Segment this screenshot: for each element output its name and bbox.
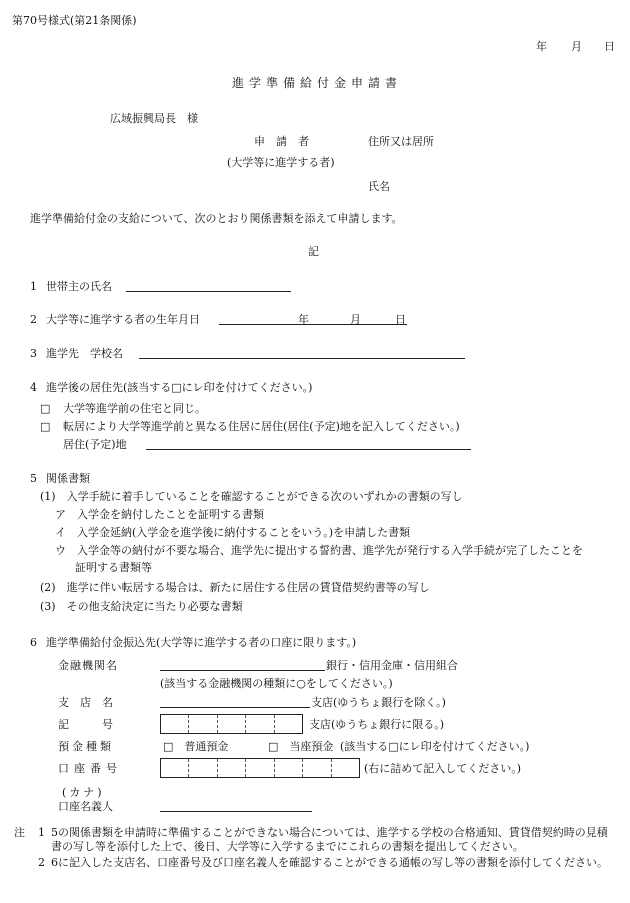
note2-number: 2: [38, 856, 45, 869]
item2-day: 日: [395, 313, 406, 326]
branch-label: 支 店 名: [58, 696, 113, 709]
item5-u-line1: ウ 入学金等の納付が不要な場合、進学先に提出する誓約書、進学先が発行する入学手続が完了したことを: [55, 544, 583, 557]
holder-input-line[interactable]: [160, 811, 312, 812]
item3-number: 3: [30, 347, 37, 360]
kana-label: (カナ): [62, 786, 105, 799]
item1-number: 1: [30, 280, 37, 293]
item4-checkbox-1[interactable]: □: [40, 402, 51, 415]
type-note: (該当する□にレ印を付けてください。): [340, 740, 530, 753]
item2-input-line[interactable]: [219, 324, 407, 325]
type-label: 預金種類: [58, 740, 114, 753]
item4-option-1: 大学等進学前の住宅と同じ。: [63, 402, 206, 415]
residence-label: 居住(予定)地: [63, 438, 127, 451]
item4-option-2: 転居により大学等進学前と異なる住居に居住(居住(予定)地を記入してください。): [63, 420, 460, 433]
address-label: 住所又は居所: [368, 135, 434, 148]
type-option-1[interactable]: □ 普通預金: [163, 740, 229, 753]
ki-label: 記: [308, 245, 319, 258]
holder-label: 口座名義人: [58, 800, 113, 813]
item4-label: 進学後の居住先(該当する□にレ印を付けてください。): [46, 381, 313, 394]
item5-label: 関係書類: [46, 472, 90, 485]
note1-text: 5の関係書類を申請時に準備することができない場合については、進学する学校の合格通知、賃貸借契約時の見積書の写し等を添付した上で、後日、大学等に入学するまでにこれらの書類を提出してください。: [51, 826, 608, 853]
item5-a: ア 入学金を納付したことを証明する書類: [55, 508, 264, 521]
date-year: 年: [536, 40, 547, 53]
applicant-note: (大学等に進学する者): [227, 156, 335, 169]
name-label: 氏名: [368, 180, 390, 193]
page-title: 進学準備給付金申請書: [232, 76, 403, 90]
item5-i: イ 入学金延納(入学金を進学後に納付することをいう。)を申請した書類: [55, 526, 411, 539]
symbol-boxes[interactable]: [160, 714, 303, 734]
item3-input-line[interactable]: [139, 358, 465, 359]
item5-sub2: (2) 進学に伴い転居する場合は、新たに居住する住居の賃貸借契約書等の写し: [40, 581, 430, 594]
item2-year: 年: [298, 313, 309, 326]
item3-label: 進学先 学校名: [46, 347, 123, 360]
symbol-label: 記 号: [58, 718, 113, 731]
notes-prefix: 注: [14, 826, 25, 839]
addressee: 広域振興局長 様: [110, 112, 198, 125]
item4-checkbox-2[interactable]: □: [40, 420, 51, 433]
note1-number: 1: [38, 826, 45, 839]
branch-suffix: 支店(ゆうちょ銀行を除く。): [311, 696, 446, 709]
item5-sub3: (3) その他支給決定に当たり必要な書類: [40, 600, 243, 613]
type-option-2[interactable]: □ 当座預金: [268, 740, 334, 753]
form-number: 第70号様式(第21条関係): [12, 14, 137, 27]
item1-input-line[interactable]: [126, 291, 291, 292]
residence-input-line[interactable]: [146, 449, 471, 450]
symbol-suffix: 支店(ゆうちょ銀行に限る。): [309, 718, 445, 731]
item4-number: 4: [30, 381, 37, 394]
item1-label: 世帯主の氏名: [46, 280, 112, 293]
bank-input-line[interactable]: [160, 670, 325, 671]
bank-note: (該当する金融機関の種類に○をしてください。): [160, 677, 393, 690]
item2-month: 月: [350, 313, 361, 326]
item2-label: 大学等に進学する者の生年月日: [46, 313, 200, 326]
item5-sub1: (1) 入学手続に着手していることを確認することができる次のいずれかの書類の写し: [40, 490, 463, 503]
item6-label: 進学準備給付金振込先(大学等に進学する者の口座に限ります。): [46, 636, 357, 649]
note2-text: 6に記入した支店名、口座番号及び口座名義人を確認することができる通帳の写し等の書類を添付してください。: [51, 856, 608, 869]
item2-number: 2: [30, 313, 37, 326]
item6-number: 6: [30, 636, 37, 649]
applicant-label: 申 請 者: [254, 135, 309, 148]
item5-number: 5: [30, 472, 37, 485]
date-day: 日: [604, 40, 615, 53]
date-month: 月: [571, 40, 582, 53]
item5-u-line2: 証明する書類等: [75, 561, 152, 574]
account-boxes[interactable]: [160, 758, 360, 778]
bank-suffix: 銀行・信用金庫・信用組合: [326, 659, 458, 672]
account-label: 口座番号: [58, 762, 122, 775]
intro-text: 進学準備給付金の支給について、次のとおり関係書類を添えて申請します。: [30, 212, 403, 225]
bank-label: 金融機関名: [58, 659, 118, 672]
branch-input-line[interactable]: [160, 707, 310, 708]
account-note: (右に詰めて記入してください。): [364, 762, 522, 775]
